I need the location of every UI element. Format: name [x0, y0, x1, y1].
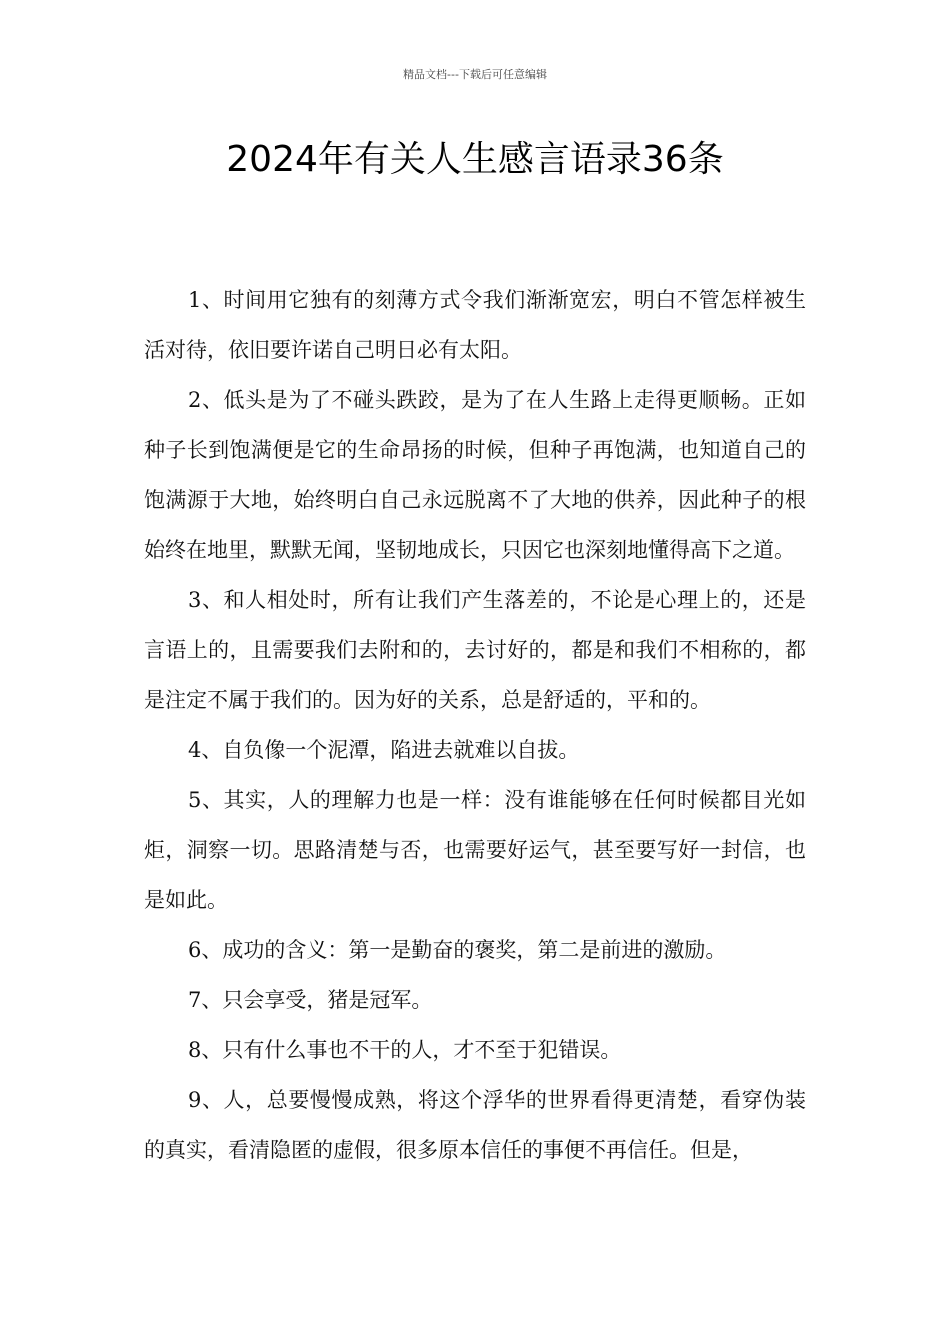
paragraph-4: 4、自负像一个泥潭，陷进去就难以自拔。 — [188, 738, 580, 762]
paragraph-8: 8、只有什么事也不干的人，才不至于犯错误。 — [188, 1038, 622, 1062]
document-title: 2024年有关人生感言语录36条 — [226, 139, 724, 180]
paragraph-6: 6、成功的含义：第一是勤奋的褒奖，第二是前进的激励。 — [188, 938, 727, 962]
paragraph-7: 7、只会享受，猪是冠军。 — [188, 988, 433, 1012]
paragraph-2: 2、低头是为了不碰头跌跤，是为了在人生路上走得更顺畅。正如种子长到饱满便是它的生命昂扬的时候，但种子再饱满，也知道自己的饱满源于大地，始终明白自己永远脱离不了大地的供养，因此种子的根始终在地里，默默无闻，坚韧地成长，只因它也深刻地懂得高下之道。 — [144, 388, 806, 562]
paragraph-5: 5、其实，人的理解力也是一样：没有谁能够在任何时候都目光如炬，洞察一切。思路清楚与否，也需要好运气，甚至要写好一封信，也是如此。 — [144, 788, 806, 912]
document-body — [144, 275, 806, 1175]
header-note: 精品文档---下载后可任意编辑 — [403, 68, 547, 81]
paragraph-1: 1、时间用它独有的刻薄方式令我们渐渐宽宏，明白不管怎样被生活对待，依旧要许诺自己明日必有太阳。 — [144, 288, 806, 362]
paragraph-3: 3、和人相处时，所有让我们产生落差的，不论是心理上的，还是言语上的，且需要我们去附和的，去讨好的，都是和我们不相称的，都是注定不属于我们的。因为好的关系，总是舒适的，平和的。 — [144, 588, 806, 712]
paragraph-9: 9、人，总要慢慢成熟，将这个浮华的世界看得更清楚，看穿伪装的真实，看清隐匿的虚假，很多原本信任的事便不再信任。但是， — [144, 1088, 806, 1162]
